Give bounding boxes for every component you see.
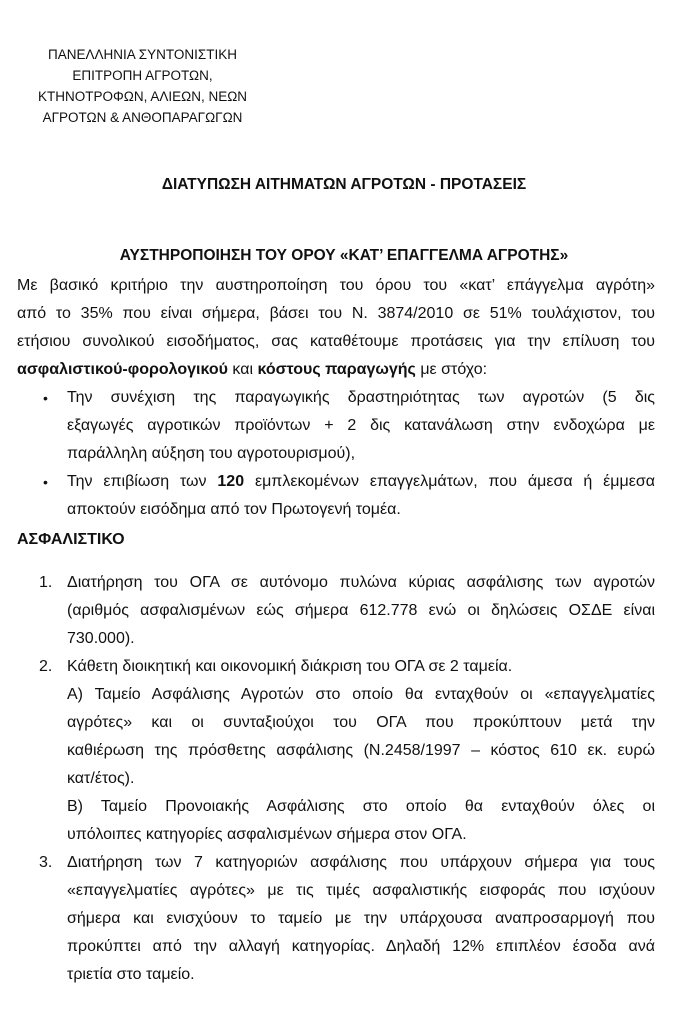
text-segment: προκύπτει από την αλλαγή κατηγορίας. Δηλαδή 12% επιπλέον έσοδα ανά <box>67 938 655 955</box>
item-text <box>67 849 655 989</box>
text-segment: Διατήρηση του ΟΓΑ σε αυτόνομο πυλώνα κύριας ασφάλισης των αγροτών <box>67 574 655 591</box>
text-line <box>67 737 655 765</box>
text-line <box>67 681 655 709</box>
sub-item <box>67 681 655 793</box>
item-number: 2. <box>39 658 53 675</box>
text-line <box>17 328 655 356</box>
text-line <box>67 793 655 821</box>
bold-text: ασφαλιστικού-φορολογικού <box>17 361 228 378</box>
text-segment: εμπλεκομένων επαγγελμάτων, που άμεσα ή έμμεσα <box>244 473 656 490</box>
text-segment: Την συνέχιση της παραγωγικής δραστηριότητας των αγροτών (5 δις <box>67 389 655 406</box>
text-segment: Την επιβίωση των <box>67 473 218 490</box>
text-segment: Κάθετη διοικητική και οικονομική διάκριση του ΟΓΑ σε 2 ταμεία. <box>67 658 513 675</box>
item-text <box>67 569 655 653</box>
text-segment: Με βασικό κριτήριο την αυστηροποίηση του όρου του «κατ’ επάγγελμα αγρότη» <box>17 277 655 294</box>
section-heading: ΑΣΦΑΛΙΣΤΙΚΟ <box>17 531 125 548</box>
text-segment: με στόχο: <box>415 361 488 378</box>
text-segment: εξαγωγές αγροτικών προϊόντων + 2 δις κατανάλωση στην ενδοχώρα με <box>67 417 655 434</box>
document-title: ΔΙΑΤΥΠΩΣΗ ΑΙΤΗΜΑΤΩΝ ΑΓΡΟΤΩΝ - ΠΡΟΤΑΣΕΙΣ <box>161 176 527 193</box>
text-line <box>67 905 655 933</box>
text-line <box>67 625 655 653</box>
text-segment: από το 35% που είναι σήμερα, βάσει του Ν. 3874/2010 σε 51% τουλάχιστον, του <box>17 305 655 322</box>
text-line <box>67 765 655 793</box>
text-line <box>67 933 655 961</box>
text-line <box>67 496 655 524</box>
org-line: ΑΓΡΟΤΩΝ & ΑΝΘΟΠΑΡΑΓΩΓΩΝ <box>42 110 243 125</box>
organization-header <box>20 44 265 128</box>
bullet-icon: • <box>43 474 48 490</box>
bullet-item <box>17 468 655 524</box>
text-segment: αγρότες» και οι συνταξιούχοι του ΟΓΑ που προκύπτουν μετά την <box>67 714 655 731</box>
item-text <box>67 653 655 681</box>
text-line <box>67 821 655 849</box>
numbered-item <box>17 849 655 989</box>
text-line <box>67 597 655 625</box>
text-line <box>67 412 655 440</box>
text-line <box>67 961 655 989</box>
bullet-item <box>17 384 655 468</box>
text-segment: σήμερα και ενισχύουν το ταμείο με την υπάρχουσα αναπροσαρμογή που <box>67 910 655 927</box>
text-line <box>17 272 655 300</box>
text-line <box>67 569 655 597</box>
text-segment: παράλληλη αύξηση του αγροτουρισμού), <box>67 445 356 462</box>
section-subtitle: ΑΥΣΤΗΡΟΠΟΙΗΣΗ ΤΟΥ ΟΡΟΥ «ΚΑΤ’ ΕΠΑΓΓΕΛΜΑ ΑΓΡΟΤΗΣ» <box>119 247 569 264</box>
item-number: 1. <box>39 574 53 591</box>
org-line: ΚΤΗΝΟΤΡΟΦΩΝ, ΑΛΙΕΩΝ, ΝΕΩΝ <box>37 89 248 104</box>
text-segment: υπόλοιπες κατηγορίες ασφαλισμένων σήμερα στον ΟΓΑ. <box>67 826 467 843</box>
text-line <box>17 300 655 328</box>
org-line: ΠΑΝΕΛΛΗΝΙΑ ΣΥΝΤΟΝΙΣΤΙΚΗ <box>48 47 237 62</box>
org-line: ΕΠΙΤΡΟΠΗ ΑΓΡΟΤΩΝ, <box>72 68 213 83</box>
text-line <box>67 849 655 877</box>
text-segment: και <box>227 361 258 378</box>
text-segment: ετήσιου συνολικού εισοδήματος, σας καταθέτουμε προτάσεις για την επίλυση του <box>17 333 655 350</box>
text-segment: 730.000). <box>67 630 135 647</box>
text-segment: Β) Ταμείο Προνοιακής Ασφάλισης στο οποίο θα ενταχθούν όλες οι <box>67 798 655 815</box>
bullet-icon: • <box>43 390 48 406</box>
text-segment: αποκτούν εισόδημα από τον Πρωτογενή τομέα. <box>67 501 401 518</box>
text-segment: καθιέρωση της πρόσθετης ασφάλισης (Ν.2458/1997 – κόστος 610 εκ. ευρώ <box>67 742 655 759</box>
text-line <box>67 653 655 681</box>
text-segment: τριετία στο ταμείο. <box>67 966 195 983</box>
text-line <box>17 356 655 384</box>
text-line <box>67 440 655 468</box>
text-segment: (αριθμός ασφαλισμένων εώς σήμερα 612.778 ενώ οι δηλώσεις ΟΣΔΕ είναι <box>67 602 655 619</box>
bold-text: 120 <box>217 473 245 490</box>
text-segment: κατ/έτος). <box>67 770 135 787</box>
text-segment: Α) Ταμείο Ασφάλισης Αγροτών στο οποίο θα ενταχθούν οι «επαγγελματίες <box>67 686 655 703</box>
text-segment: Διατήρηση των 7 κατηγοριών ασφάλισης που υπάρχουν σήμερα για τους <box>67 854 655 871</box>
text-line <box>67 468 655 496</box>
bold-text: κόστους παραγωγής <box>257 361 416 378</box>
document-body <box>17 272 655 989</box>
item-number: 3. <box>39 854 53 871</box>
sub-item <box>67 793 655 849</box>
text-line <box>67 709 655 737</box>
numbered-item <box>17 653 655 849</box>
text-line <box>67 384 655 412</box>
text-segment: «επαγγελματίες αγρότες» με τις τιμές ασφαλιστικής εισφοράς που ισχύουν <box>67 882 655 899</box>
numbered-item <box>17 569 655 653</box>
text-line <box>67 877 655 905</box>
intro-paragraph <box>17 272 655 384</box>
